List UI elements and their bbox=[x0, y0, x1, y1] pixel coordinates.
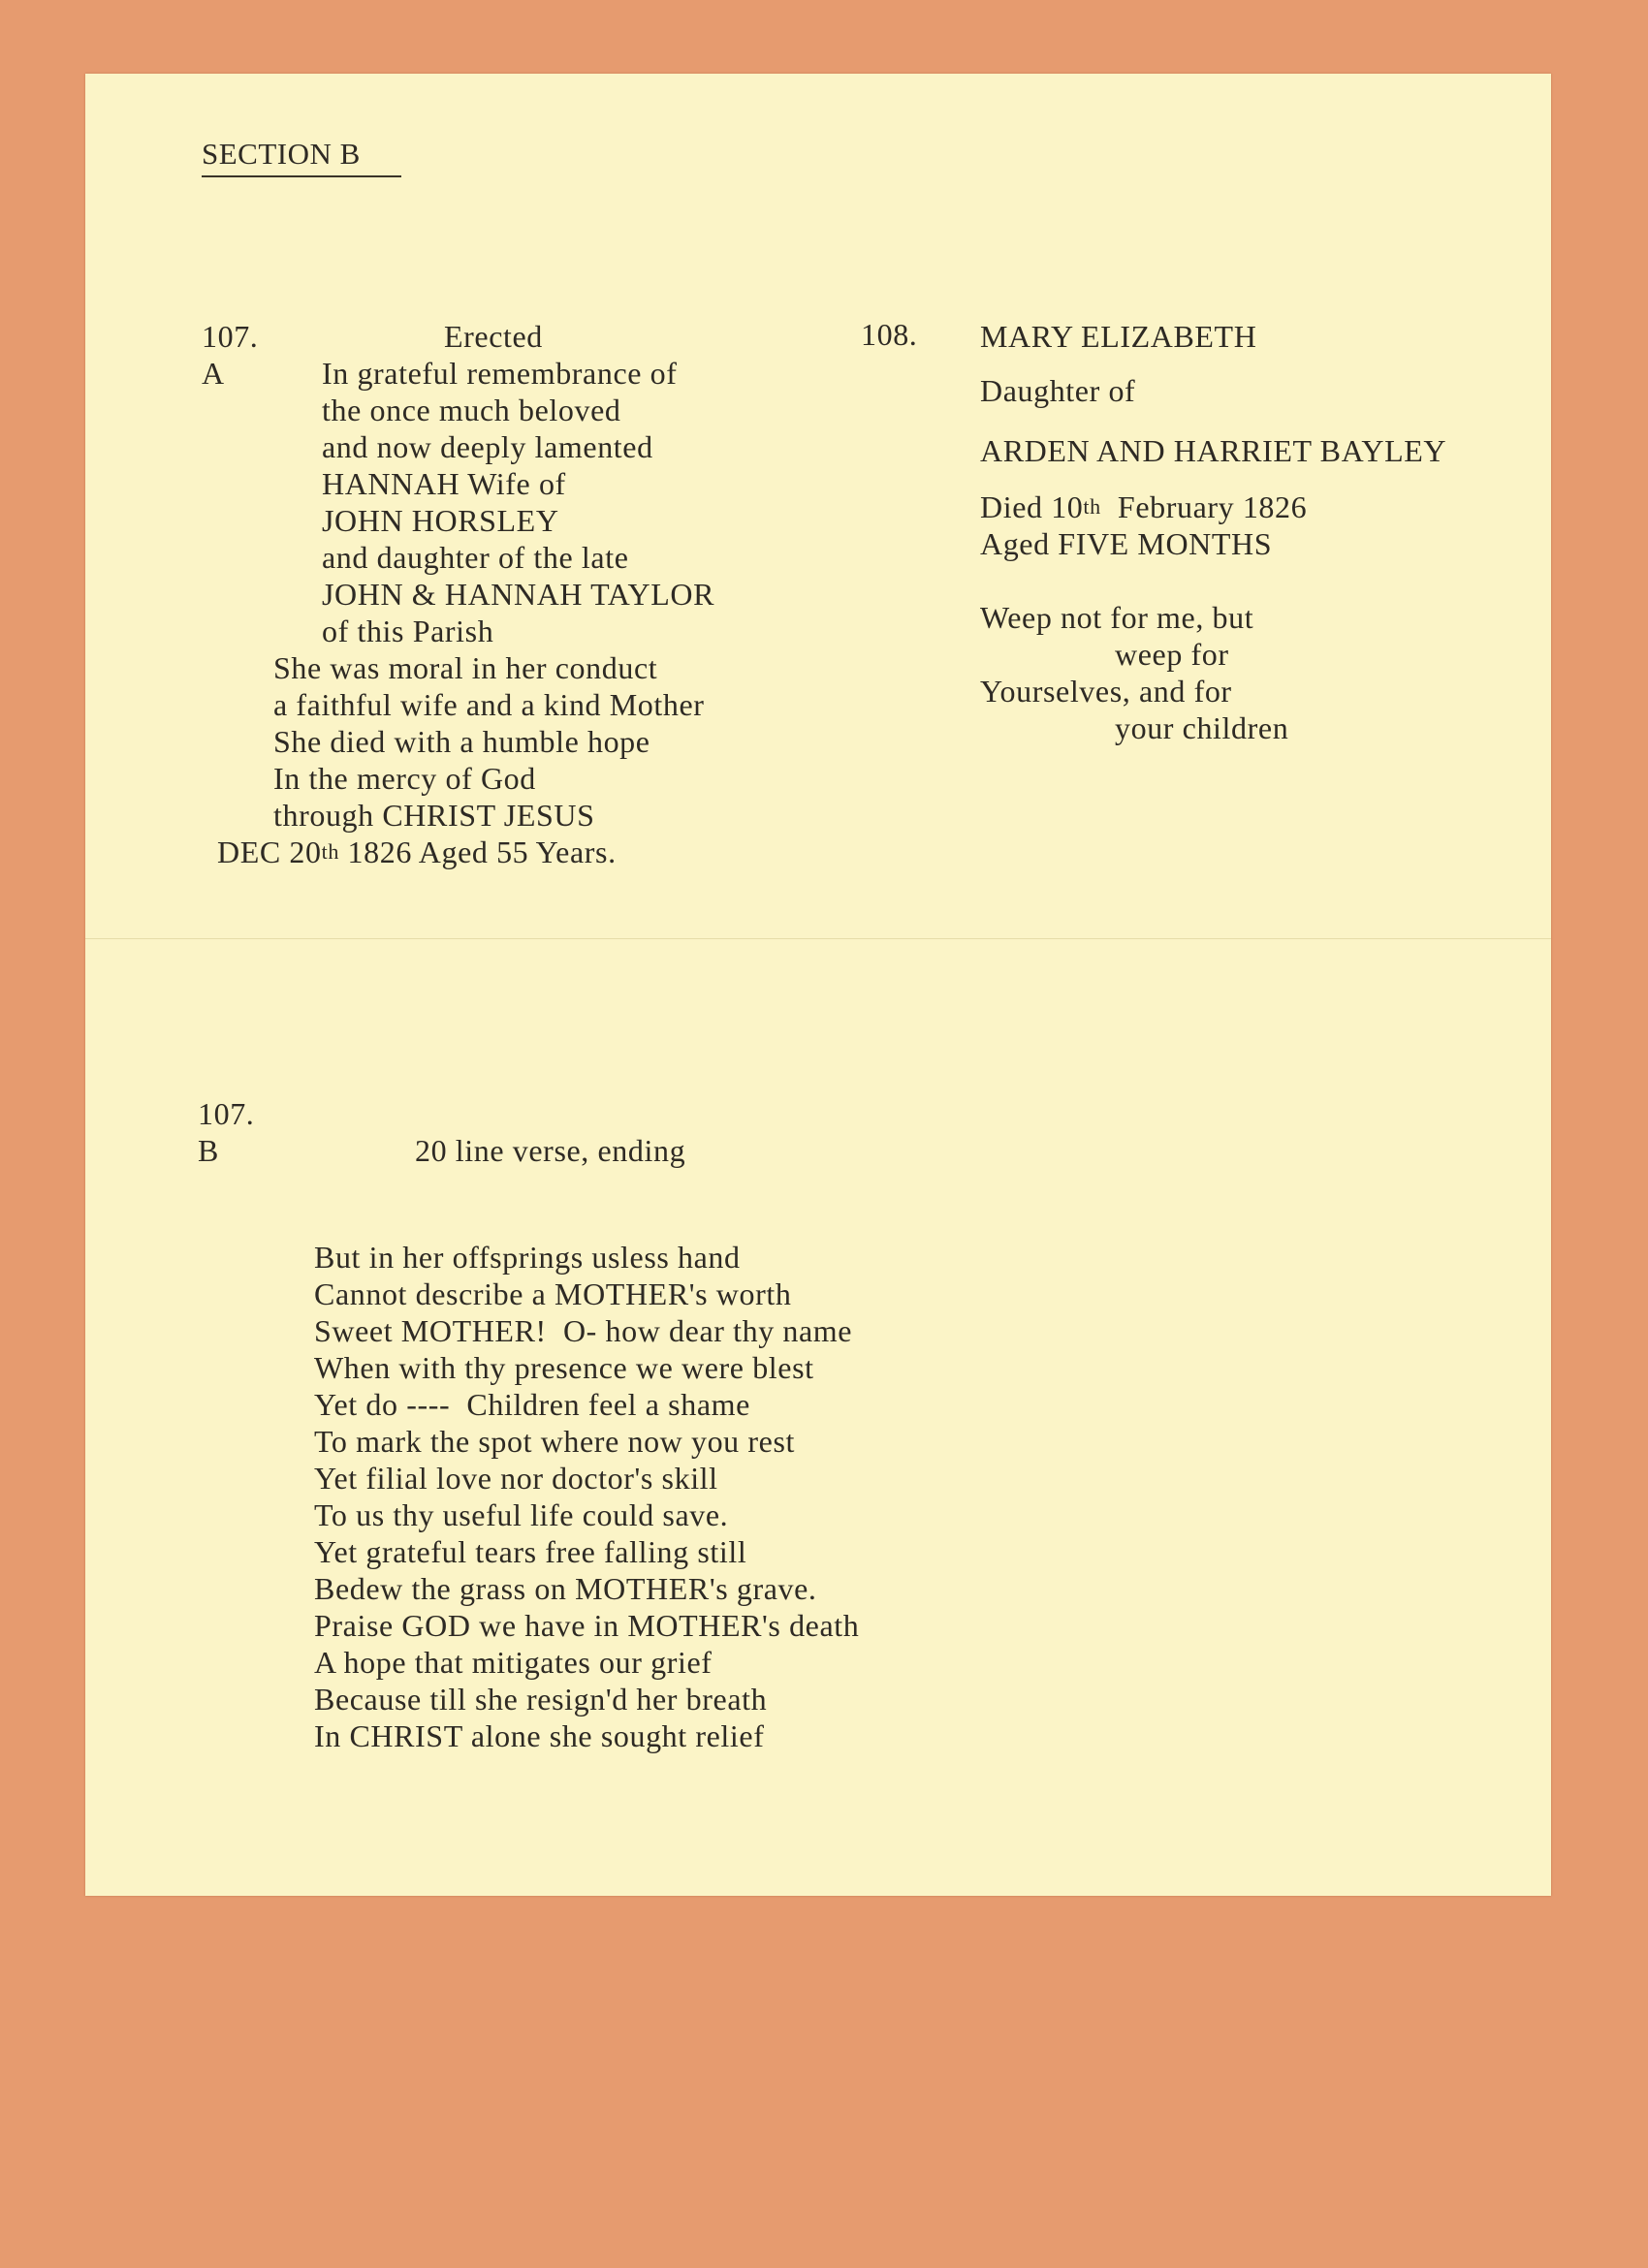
verse-line: Yet do ---- Children feel a shame bbox=[314, 1387, 750, 1422]
entry-number: 108. bbox=[861, 317, 918, 352]
verse-line: When with thy presence we were blest bbox=[314, 1350, 814, 1385]
epitaph-line: In grateful remembrance of bbox=[322, 356, 678, 391]
verse-line: In CHRIST alone she sought relief bbox=[314, 1718, 765, 1753]
deceased-name: MARY ELIZABETH bbox=[980, 319, 1257, 354]
epitaph-line: a faithful wife and a kind Mother bbox=[273, 687, 705, 722]
epitaph-line: through CHRIST JESUS bbox=[273, 798, 595, 833]
verse-line: To mark the spot where now you rest bbox=[314, 1424, 795, 1459]
document-sheet bbox=[85, 74, 1551, 1896]
verse-line: Praise GOD we have in MOTHER's death bbox=[314, 1608, 860, 1643]
epitaph-line: In the mercy of God bbox=[273, 761, 536, 796]
verse-line: your children bbox=[1115, 710, 1289, 745]
verse-line: A hope that mitigates our grief bbox=[314, 1645, 713, 1680]
verse-line: But in her offsprings usless hand bbox=[314, 1240, 741, 1275]
daughter-of: Daughter of bbox=[980, 373, 1136, 408]
epitaph-line: She died with a humble hope bbox=[273, 724, 650, 759]
verse-line: Bedew the grass on MOTHER's grave. bbox=[314, 1571, 817, 1606]
heading-underline bbox=[202, 175, 401, 177]
date-prefix: DEC 20 bbox=[217, 835, 322, 869]
verse-line: Yourselves, and for bbox=[980, 674, 1232, 709]
epitaph-line: and now deeply lamented bbox=[322, 429, 653, 464]
epitaph-line: of this Parish bbox=[322, 614, 494, 648]
epitaph-line: JOHN & HANNAH TAYLOR bbox=[322, 577, 715, 612]
verse-line: Weep not for me, but bbox=[980, 600, 1254, 635]
entry-number: 107. bbox=[198, 1096, 255, 1131]
epitaph-line: She was moral in her conduct bbox=[273, 650, 658, 685]
died-suffix: February 1826 bbox=[1100, 489, 1308, 524]
epitaph-line: and daughter of the late bbox=[322, 540, 629, 575]
epitaph-line: Erected bbox=[444, 319, 543, 354]
date-suffix: 1826 Aged 55 Years. bbox=[338, 835, 617, 869]
parents-names: ARDEN AND HARRIET BAYLEY bbox=[980, 433, 1447, 468]
verse-line: Cannot describe a MOTHER's worth bbox=[314, 1276, 792, 1311]
verse-intro: 20 line verse, ending bbox=[415, 1133, 686, 1168]
died-prefix: Died 10 bbox=[980, 489, 1084, 524]
epitaph-line: HANNAH Wife of bbox=[322, 466, 566, 501]
fold-line bbox=[85, 938, 1551, 939]
entry-part: B bbox=[198, 1133, 219, 1168]
epitaph-date bbox=[217, 834, 617, 870]
verse-line: Yet filial love nor doctor's skill bbox=[314, 1461, 718, 1496]
entry-number: 107. bbox=[202, 319, 259, 354]
verse-line: weep for bbox=[1115, 637, 1229, 672]
epitaph-line: JOHN HORSLEY bbox=[322, 503, 559, 538]
entry-part: A bbox=[202, 356, 225, 391]
verse-line: Yet grateful tears free falling still bbox=[314, 1534, 747, 1569]
section-heading: SECTION B bbox=[202, 137, 361, 171]
age: Aged FIVE MONTHS bbox=[980, 526, 1273, 561]
epitaph-line: the once much beloved bbox=[322, 393, 621, 427]
verse-line: Sweet MOTHER! O- how dear thy name bbox=[314, 1313, 853, 1348]
date-superscript: th bbox=[321, 839, 339, 864]
verse-line: To us thy useful life could save. bbox=[314, 1497, 729, 1532]
death-date bbox=[980, 488, 1307, 525]
verse-line: Because till she resign'd her breath bbox=[314, 1682, 768, 1717]
died-superscript: th bbox=[1083, 494, 1101, 519]
